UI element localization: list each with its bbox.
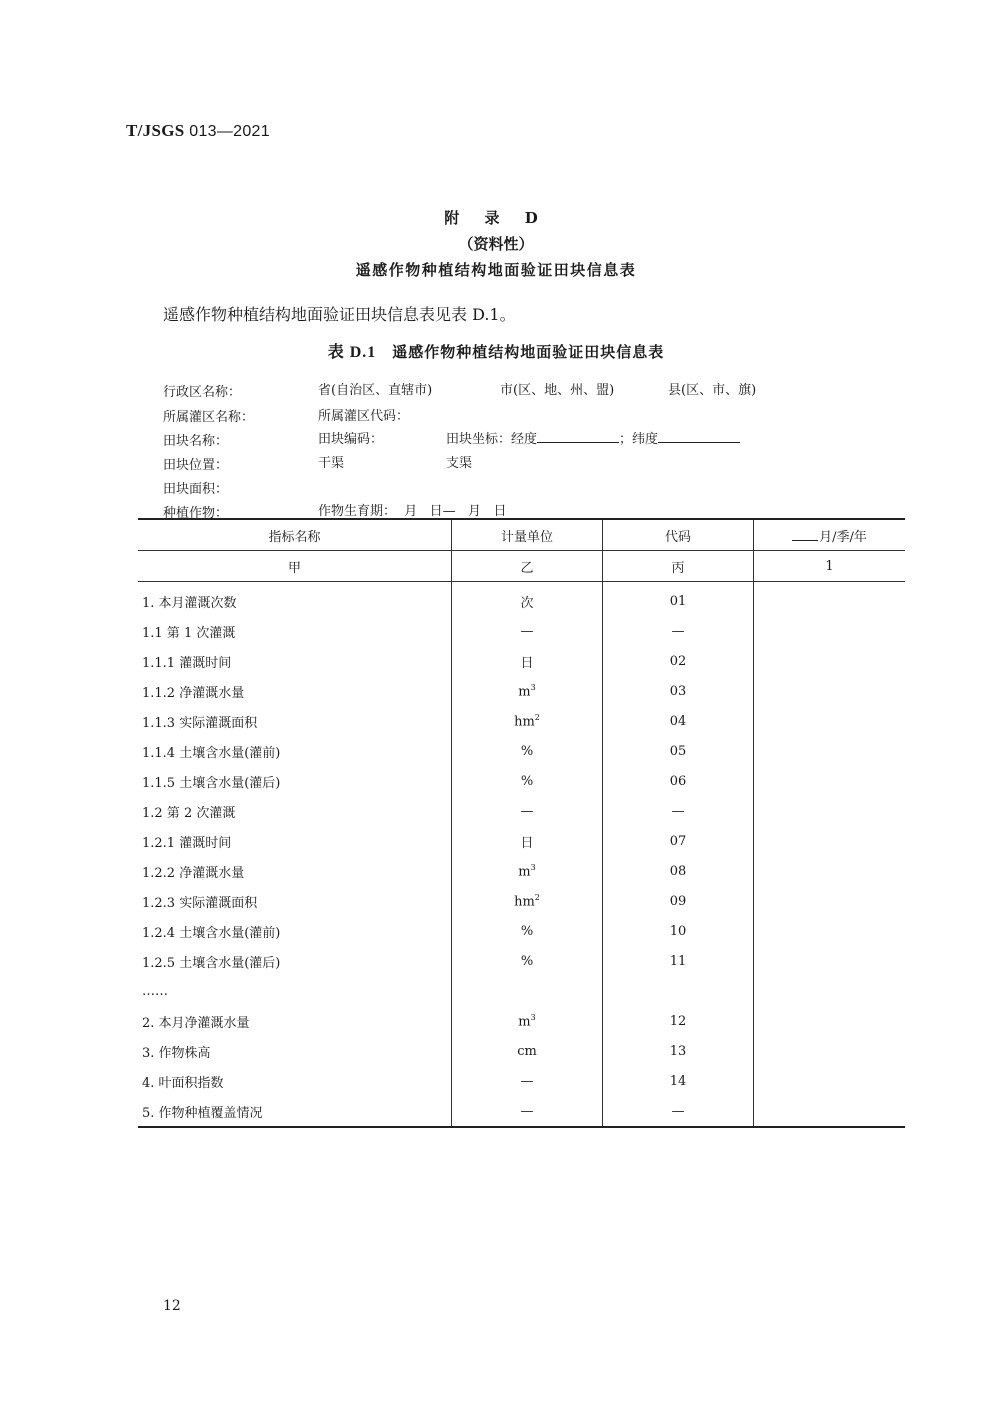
latitude-blank (658, 430, 740, 443)
unit: — (520, 623, 534, 639)
field-branch-canal: 支渠 (446, 456, 473, 471)
table-row (138, 676, 905, 706)
unit-cell (452, 886, 603, 916)
unit: cm (517, 1043, 537, 1059)
code: 03 (603, 676, 754, 706)
table-row (138, 1036, 905, 1066)
indicator-name: 1.1.2 净灌溉水量 (142, 685, 245, 701)
standard-prefix: T/JSGS (126, 121, 185, 140)
indicator-name: 1.1.5 土壤含水量(灌后) (142, 775, 281, 791)
value-cell[interactable] (754, 582, 906, 617)
unit: % (520, 953, 534, 969)
unit: m (518, 684, 531, 700)
code: 13 (603, 1036, 754, 1066)
unit: m (518, 864, 531, 880)
code: 02 (603, 646, 754, 676)
header-unit: 计量单位 (452, 519, 603, 551)
unit: % (520, 923, 534, 939)
value-cell[interactable] (754, 976, 906, 1006)
code: 08 (603, 856, 754, 886)
unit: 次 (520, 595, 534, 611)
value-cell[interactable] (754, 766, 906, 796)
table-row (138, 616, 905, 646)
field-location: 田块位置： (163, 458, 229, 473)
unit-cell (452, 916, 603, 946)
value-cell[interactable] (754, 946, 906, 976)
unit-cell (452, 676, 603, 706)
indicator-name: …… (142, 983, 168, 999)
code (603, 976, 754, 1006)
unit-cell (452, 706, 603, 736)
value-cell[interactable] (754, 856, 906, 886)
subheader-bing: 丙 (603, 551, 754, 582)
code: 12 (603, 1006, 754, 1036)
unit-cell (452, 1036, 603, 1066)
table-row (138, 1006, 905, 1036)
page-number: 12 (163, 1298, 181, 1314)
unit-superscript: 3 (530, 862, 536, 872)
unit: m (518, 1014, 531, 1030)
table-row (138, 1066, 905, 1096)
unit-cell (452, 582, 603, 617)
value-cell[interactable] (754, 736, 906, 766)
unit-cell (452, 1006, 603, 1036)
longitude-blank (537, 430, 619, 443)
value-cell[interactable] (754, 1036, 906, 1066)
intro-paragraph: 遥感作物种植结构地面验证田块信息表见表 D.1。 (163, 305, 516, 324)
header-period-label: 月/季/年 (819, 529, 867, 545)
field-irrigation-district-name: 所属灌区名称： (163, 410, 255, 425)
code: 10 (603, 916, 754, 946)
indicator-name: 1.2.4 土壤含水量(灌前) (142, 925, 281, 941)
unit-cell (452, 826, 603, 856)
subheader-jia: 甲 (138, 551, 452, 582)
unit-superscript: 2 (534, 892, 540, 902)
indicator-name: 2. 本月净灌溉水量 (142, 1015, 250, 1031)
value-cell[interactable] (754, 646, 906, 676)
unit-cell (452, 976, 603, 1006)
appendix-type: （资料性） (458, 235, 534, 253)
table-row (138, 766, 905, 796)
table-row (138, 916, 905, 946)
field-main-canal: 干渠 (318, 456, 345, 471)
unit: 日 (520, 835, 534, 851)
code: 07 (603, 826, 754, 856)
latitude-label: ；纬度 (619, 432, 659, 447)
table-header-row (138, 519, 905, 551)
table-subheader-row (138, 551, 905, 582)
indicator-name: 1.1.4 土壤含水量(灌前) (142, 745, 281, 761)
longitude-label: 田块坐标：经度 (446, 432, 538, 447)
standard-number: 013—2021 (189, 123, 270, 140)
table-title: 遥感作物种植结构地面验证田块信息表 (392, 343, 665, 361)
unit-cell (452, 616, 603, 646)
indicator-name: 1. 本月灌溉次数 (142, 595, 237, 611)
value-cell[interactable] (754, 1006, 906, 1036)
period-blank (792, 529, 818, 541)
indicator-name: 5. 作物种植覆盖情况 (142, 1105, 263, 1121)
value-cell[interactable] (754, 826, 906, 856)
code: 11 (603, 946, 754, 976)
indicator-name: 1.2.2 净灌溉水量 (142, 865, 245, 881)
info-table (138, 518, 905, 1128)
indicator-name: 1.2.5 土壤含水量(灌后) (142, 955, 281, 971)
value-cell[interactable] (754, 1096, 906, 1127)
unit-cell (452, 856, 603, 886)
unit: — (520, 1073, 534, 1089)
table-caption (0, 339, 992, 362)
field-coordinates (446, 428, 740, 447)
value-cell[interactable] (754, 1066, 906, 1096)
code: 04 (603, 706, 754, 736)
table-row (138, 706, 905, 736)
field-irrigation-district-code: 所属灌区代码： (318, 409, 410, 424)
field-name: 田块名称： (163, 434, 229, 449)
table-row (138, 976, 905, 1006)
code: 05 (603, 736, 754, 766)
value-cell[interactable] (754, 916, 906, 946)
unit-cell (452, 766, 603, 796)
value-cell[interactable] (754, 676, 906, 706)
header-indicator-name: 指标名称 (138, 519, 452, 551)
unit-cell (452, 1066, 603, 1096)
unit: % (520, 773, 534, 789)
table-row (138, 736, 905, 766)
code: — (603, 796, 754, 826)
value-cell[interactable] (754, 706, 906, 736)
field-growth-period: 作物生育期： 月 日— 月 日 (318, 504, 507, 519)
header-code: 代码 (603, 519, 754, 551)
value-cell[interactable] (754, 796, 906, 826)
field-city: 市(区、地、州、盟) (500, 383, 615, 398)
unit-superscript: 2 (534, 712, 540, 722)
code: 09 (603, 886, 754, 916)
indicator-name: 4. 叶面积指数 (142, 1075, 224, 1091)
value-cell[interactable] (754, 886, 906, 916)
header-period (754, 519, 906, 551)
code: — (603, 616, 754, 646)
field-area: 田块面积： (163, 482, 229, 497)
code: 01 (603, 582, 754, 617)
indicator-name: 3. 作物株高 (142, 1045, 211, 1061)
field-county: 县(区、市、旗) (668, 383, 757, 398)
table-row (138, 1096, 905, 1127)
code: — (603, 1096, 754, 1127)
subheader-yi: 乙 (452, 551, 603, 582)
indicator-name: 1.1.1 灌溉时间 (142, 655, 232, 671)
table-number: 表 D.1 (327, 344, 377, 361)
field-crop: 种植作物： (163, 506, 229, 521)
code: 14 (603, 1066, 754, 1096)
indicator-name: 1.2.3 实际灌溉面积 (142, 895, 258, 911)
field-province: 省(自治区、直辖市) (318, 383, 433, 398)
table-row (138, 886, 905, 916)
indicator-name: 1.2 第 2 次灌溉 (142, 805, 236, 821)
unit: % (520, 743, 534, 759)
unit: hm (514, 894, 535, 910)
code: 06 (603, 766, 754, 796)
unit-cell (452, 646, 603, 676)
indicator-name: 1.2.1 灌溉时间 (142, 835, 232, 851)
unit-superscript: 3 (530, 682, 536, 692)
table-row (138, 582, 905, 617)
unit-superscript: 3 (530, 1012, 536, 1022)
unit-cell (452, 1096, 603, 1127)
unit: — (520, 803, 534, 819)
table-row (138, 646, 905, 676)
table-row (138, 796, 905, 826)
subheader-1: 1 (754, 551, 906, 582)
appendix-title: 遥感作物种植结构地面验证田块信息表 (355, 261, 637, 279)
unit-cell (452, 946, 603, 976)
unit: 日 (520, 655, 534, 671)
unit-cell (452, 736, 603, 766)
unit-cell (452, 796, 603, 826)
standard-code (126, 121, 270, 141)
unit: hm (514, 714, 535, 730)
indicator-name: 1.1 第 1 次灌溉 (142, 625, 236, 641)
table-row (138, 826, 905, 856)
unit: — (520, 1103, 534, 1119)
field-code: 田块编码： (318, 432, 384, 447)
table-row (138, 946, 905, 976)
indicator-name: 1.1.3 实际灌溉面积 (142, 715, 258, 731)
value-cell[interactable] (754, 616, 906, 646)
appendix-label: 附 录 D (444, 209, 548, 227)
field-admin-region: 行政区名称： (163, 385, 242, 400)
table-row (138, 856, 905, 886)
